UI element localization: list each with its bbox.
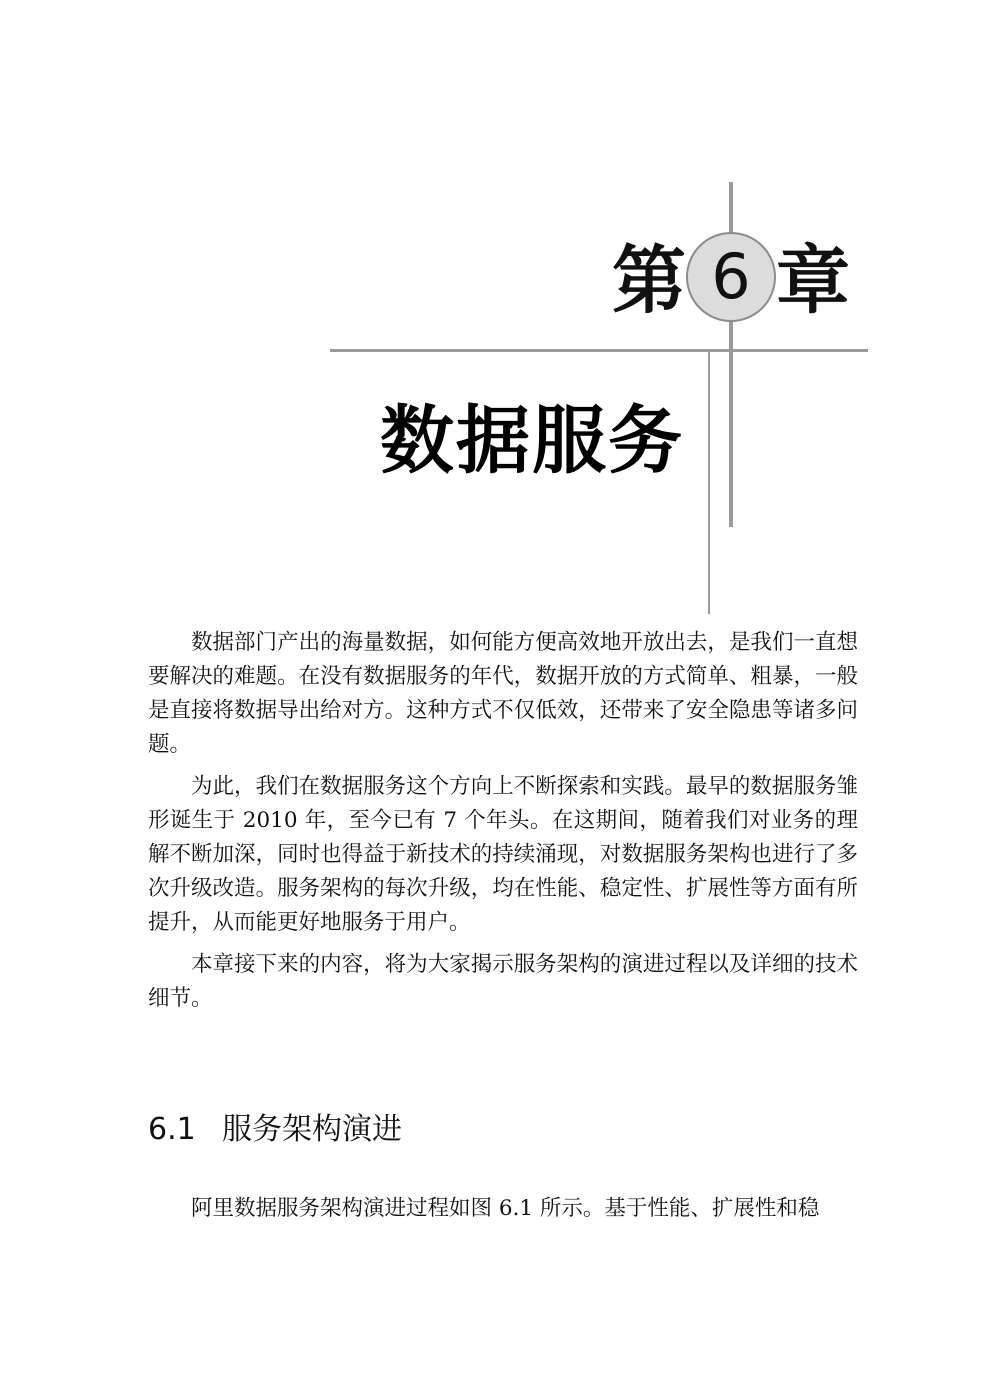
intro-paragraph-3: 本章接下来的内容，将为大家揭示服务架构的演进过程以及详细的技术细节。 — [148, 952, 858, 1011]
chapter-suffix: 章 — [776, 238, 850, 324]
intro-paragraph-2: 为此，我们在数据服务这个方向上不断探索和实践。最早的数据服务雏形诞生于 2010 年，至今已有 7 个年头。在这期间，随着我们对业务的理解不断加深，同时也得益于新技术的持续涌现，对数据服务架构也进行了多次升级改造。服务架构的每次升级，均在性能、稳定性、扩展性等方面有所提升，从而能更好地服务于用户。 — [148, 774, 858, 935]
section-paragraph: 阿里数据服务架构演进过程如图 6.1 所示。基于性能、扩展性和稳 — [191, 1196, 820, 1221]
horizontal-rule — [330, 349, 868, 352]
chapter-prefix: 第 — [612, 238, 686, 324]
intro-paragraph-1: 数据部门产出的海量数据，如何能方便高效地开放出去，是我们一直想要解决的难题。在没有数据服务的年代，数据开放的方式简单、粗暴，一般是直接将数据导出给对方。这种方式不仅低效，还带来了安全隐患等诸多问题。 — [148, 630, 858, 757]
chapter-title: 数据服务 — [380, 398, 684, 484]
chapter-number-circle — [686, 232, 776, 322]
vertical-rule-thin — [708, 350, 710, 614]
section-heading — [148, 1108, 402, 1152]
chapter-number: 6 — [711, 240, 751, 313]
section-number: 6.1 — [148, 1112, 196, 1147]
section-title: 服务架构演进 — [222, 1112, 402, 1147]
